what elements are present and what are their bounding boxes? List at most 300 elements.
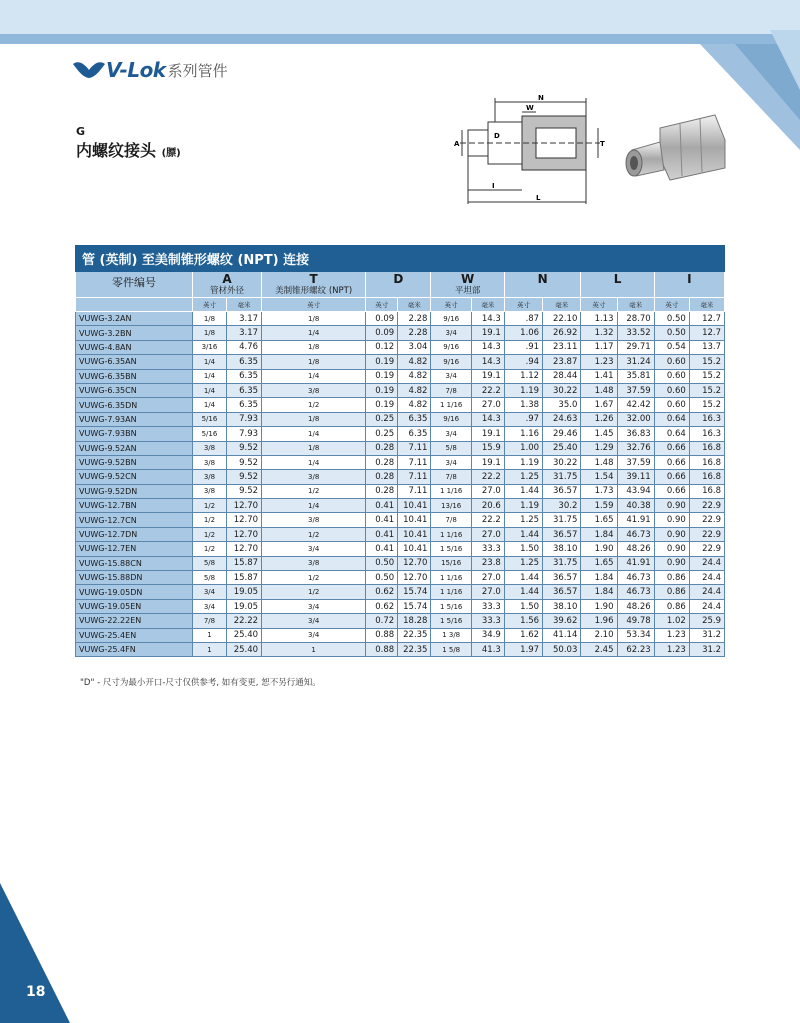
cell-n-inch: 1.44 [504, 527, 542, 541]
table-row [76, 383, 725, 397]
cell-a-inch: 3/8 [192, 441, 226, 455]
cell-w-mm: 33.3 [471, 599, 504, 613]
cell-t-npt: 1/2 [262, 585, 366, 599]
cell-a-mm: 6.35 [226, 398, 261, 412]
cell-w-mm: 14.3 [471, 312, 504, 326]
cell-n-mm: 39.62 [543, 614, 581, 628]
cell-a-mm: 7.93 [226, 412, 261, 426]
cell-n-mm: 41.14 [543, 628, 581, 642]
cell-d-mm: 7.11 [398, 470, 431, 484]
table-row [76, 369, 725, 383]
cell-t-npt: 3/8 [262, 556, 366, 570]
cell-t-npt: 1/2 [262, 484, 366, 498]
cell-n-mm: 35.0 [543, 398, 581, 412]
cell-n-inch: 1.62 [504, 628, 542, 642]
cell-d-inch: 0.19 [366, 383, 398, 397]
cell-a-inch: 3/4 [192, 585, 226, 599]
cell-l-mm: 53.34 [617, 628, 654, 642]
unit-blank [76, 298, 193, 312]
cell-d-mm: 4.82 [398, 383, 431, 397]
cell-w-mm: 19.1 [471, 455, 504, 469]
cell-n-inch: .87 [504, 312, 542, 326]
cell-a-inch: 1/2 [192, 499, 226, 513]
cell-part-number: VUWG-15.88DN [76, 571, 193, 585]
dim-label-d: D [494, 132, 500, 140]
table-row [76, 412, 725, 426]
table-row [76, 441, 725, 455]
section-subtitle: (膘) [161, 148, 181, 159]
header-d-label: D [393, 272, 404, 286]
cell-i-inch: 0.60 [654, 369, 689, 383]
cell-a-mm: 9.52 [226, 441, 261, 455]
cell-l-mm: 39.11 [617, 470, 654, 484]
cell-d-inch: 0.28 [366, 484, 398, 498]
unit-in: 英寸 [504, 298, 542, 312]
cell-i-mm: 16.3 [689, 427, 724, 441]
cell-n-inch: 1.25 [504, 470, 542, 484]
cell-a-inch: 5/16 [192, 412, 226, 426]
cell-i-inch: 0.86 [654, 599, 689, 613]
table-row [76, 571, 725, 585]
cell-a-inch: 1 [192, 642, 226, 656]
cell-a-inch: 1 [192, 628, 226, 642]
cell-l-inch: 1.29 [581, 441, 617, 455]
header-i-label: I [687, 272, 692, 286]
cell-n-mm: 36.57 [543, 585, 581, 599]
cell-l-inch: 1.84 [581, 571, 617, 585]
cell-d-inch: 0.19 [366, 369, 398, 383]
table-row [76, 585, 725, 599]
cell-w-mm: 15.9 [471, 441, 504, 455]
dim-label-i: I [492, 182, 495, 190]
cell-d-inch: 0.41 [366, 542, 398, 556]
cell-i-inch: 0.90 [654, 513, 689, 527]
cell-a-mm: 4.76 [226, 340, 261, 354]
cell-i-mm: 24.4 [689, 556, 724, 570]
cell-n-mm: 31.75 [543, 556, 581, 570]
cell-t-npt: 1/4 [262, 326, 366, 340]
cell-n-inch: 1.19 [504, 383, 542, 397]
cell-l-inch: 1.45 [581, 427, 617, 441]
header-part-number-label: 零件编号 [111, 276, 156, 289]
cell-w-inch: 9/16 [431, 355, 471, 369]
cell-i-inch: 0.86 [654, 585, 689, 599]
header-n-label: N [537, 272, 548, 286]
unit-in: 英寸 [654, 298, 689, 312]
cell-a-inch: 1/4 [192, 355, 226, 369]
cell-w-mm: 22.2 [471, 513, 504, 527]
cell-n-inch: 1.97 [504, 642, 542, 656]
cell-n-mm: 24.63 [543, 412, 581, 426]
cell-l-inch: 2.45 [581, 642, 617, 656]
cell-n-inch: 1.44 [504, 585, 542, 599]
cell-l-mm: 32.76 [617, 441, 654, 455]
cell-w-inch: 7/8 [431, 470, 471, 484]
cell-d-mm: 2.28 [398, 326, 431, 340]
cell-l-inch: 1.90 [581, 599, 617, 613]
dim-label-w: W [526, 104, 534, 112]
cell-n-inch: .94 [504, 355, 542, 369]
cell-w-inch: 13/16 [431, 499, 471, 513]
header-a-sub: 管材外径 [209, 286, 244, 296]
cell-w-mm: 33.3 [471, 542, 504, 556]
cell-d-inch: 0.41 [366, 513, 398, 527]
cell-n-inch: .97 [504, 412, 542, 426]
cell-l-mm: 48.26 [617, 542, 654, 556]
cell-w-mm: 27.0 [471, 484, 504, 498]
cell-w-inch: 3/4 [431, 455, 471, 469]
cell-a-mm: 3.17 [226, 312, 261, 326]
cell-t-npt: 1/8 [262, 340, 366, 354]
cell-t-npt: 1/2 [262, 398, 366, 412]
cell-w-inch: 3/4 [431, 427, 471, 441]
table-title: 管 (英制) 至美制锥形螺纹 (NPT) 连接 [76, 246, 725, 272]
cell-d-inch: 0.88 [366, 642, 398, 656]
cell-t-npt: 1/8 [262, 355, 366, 369]
cell-d-mm: 22.35 [398, 628, 431, 642]
cell-a-mm: 12.70 [226, 527, 261, 541]
cell-i-inch: 0.64 [654, 412, 689, 426]
cell-a-inch: 1/2 [192, 527, 226, 541]
cell-i-inch: 0.66 [654, 441, 689, 455]
cell-i-inch: 0.60 [654, 355, 689, 369]
cell-l-mm: 29.71 [617, 340, 654, 354]
table-row [76, 499, 725, 513]
cell-n-inch: 1.16 [504, 427, 542, 441]
cell-w-mm: 20.6 [471, 499, 504, 513]
cell-w-inch: 1 1/16 [431, 527, 471, 541]
unit-mm: 毫米 [471, 298, 504, 312]
cell-t-npt: 3/8 [262, 383, 366, 397]
cell-a-inch: 7/8 [192, 614, 226, 628]
table-body [76, 312, 725, 657]
cell-d-inch: 0.28 [366, 455, 398, 469]
cell-d-inch: 0.28 [366, 441, 398, 455]
cell-n-mm: 30.22 [543, 455, 581, 469]
cell-t-npt: 1/8 [262, 412, 366, 426]
cell-l-mm: 62.23 [617, 642, 654, 656]
cell-t-npt: 3/4 [262, 614, 366, 628]
cell-d-inch: 0.19 [366, 398, 398, 412]
cell-w-mm: 19.1 [471, 326, 504, 340]
cell-l-mm: 36.83 [617, 427, 654, 441]
cell-part-number: VUWG-12.7EN [76, 542, 193, 556]
cell-part-number: VUWG-3.2BN [76, 326, 193, 340]
cell-l-mm: 46.73 [617, 571, 654, 585]
cell-i-mm: 16.8 [689, 441, 724, 455]
cell-w-inch: 5/8 [431, 441, 471, 455]
cell-a-inch: 1/8 [192, 326, 226, 340]
cell-w-inch: 9/16 [431, 312, 471, 326]
cell-n-inch: 1.12 [504, 369, 542, 383]
cell-w-mm: 27.0 [471, 571, 504, 585]
cell-n-inch: 1.19 [504, 455, 542, 469]
cell-i-mm: 22.9 [689, 527, 724, 541]
cell-a-inch: 1/2 [192, 542, 226, 556]
cell-a-mm: 3.17 [226, 326, 261, 340]
header-l-label: L [613, 272, 622, 286]
cell-d-mm: 4.82 [398, 398, 431, 412]
cell-n-inch: 1.38 [504, 398, 542, 412]
cell-part-number: VUWG-15.88CN [76, 556, 193, 570]
cell-l-mm: 49.78 [617, 614, 654, 628]
table-row [76, 527, 725, 541]
cell-i-mm: 12.7 [689, 326, 724, 340]
table-row [76, 427, 725, 441]
header-t-sub: 美制锥形螺纹 (NPT) [275, 286, 353, 296]
cell-l-mm: 41.91 [617, 556, 654, 570]
cell-d-mm: 6.35 [398, 427, 431, 441]
unit-mm: 毫米 [226, 298, 261, 312]
cell-w-inch: 15/16 [431, 556, 471, 570]
table-row [76, 556, 725, 570]
cell-i-inch: 0.54 [654, 340, 689, 354]
cell-d-inch: 0.25 [366, 412, 398, 426]
table-row [76, 398, 725, 412]
cell-part-number: VUWG-6.35DN [76, 398, 193, 412]
cell-t-npt: 3/4 [262, 628, 366, 642]
dimension-table [75, 245, 725, 657]
cell-n-mm: 30.22 [543, 383, 581, 397]
cell-i-inch: 0.50 [654, 312, 689, 326]
cell-i-inch: 0.60 [654, 383, 689, 397]
cell-t-npt: 1/2 [262, 527, 366, 541]
cell-part-number: VUWG-19.05EN [76, 599, 193, 613]
cell-a-mm: 12.70 [226, 513, 261, 527]
cell-l-mm: 33.52 [617, 326, 654, 340]
cell-i-inch: 0.86 [654, 571, 689, 585]
unit-mm: 毫米 [689, 298, 724, 312]
cell-i-mm: 15.2 [689, 369, 724, 383]
table-row [76, 484, 725, 498]
cell-a-inch: 3/8 [192, 484, 226, 498]
cell-t-npt: 1/4 [262, 369, 366, 383]
cell-d-mm: 2.28 [398, 312, 431, 326]
cell-n-mm: 31.75 [543, 513, 581, 527]
cell-i-mm: 22.9 [689, 499, 724, 513]
cell-d-inch: 0.41 [366, 499, 398, 513]
cell-l-inch: 1.26 [581, 412, 617, 426]
table-row [76, 312, 725, 326]
cell-n-inch: 1.25 [504, 556, 542, 570]
unit-in: 英寸 [192, 298, 226, 312]
cell-n-mm: 31.75 [543, 470, 581, 484]
cell-l-inch: 2.10 [581, 628, 617, 642]
cell-w-mm: 41.3 [471, 642, 504, 656]
cell-d-inch: 0.88 [366, 628, 398, 642]
cell-w-mm: 34.9 [471, 628, 504, 642]
cell-d-mm: 22.35 [398, 642, 431, 656]
cell-i-mm: 24.4 [689, 585, 724, 599]
cell-d-inch: 0.50 [366, 556, 398, 570]
cell-part-number: VUWG-12.7DN [76, 527, 193, 541]
cell-w-inch: 1 1/16 [431, 585, 471, 599]
cell-d-mm: 15.74 [398, 599, 431, 613]
cell-i-inch: 0.90 [654, 499, 689, 513]
unit-mm: 毫米 [398, 298, 431, 312]
cell-n-mm: 26.92 [543, 326, 581, 340]
fitting-product-photo [620, 110, 730, 195]
cell-d-mm: 4.82 [398, 369, 431, 383]
cell-l-inch: 1.90 [581, 542, 617, 556]
cell-w-inch: 1 1/16 [431, 398, 471, 412]
cell-n-mm: 23.11 [543, 340, 581, 354]
cell-d-inch: 0.41 [366, 527, 398, 541]
cell-n-inch: 1.19 [504, 499, 542, 513]
table-row [76, 614, 725, 628]
cell-a-mm: 12.70 [226, 542, 261, 556]
cell-w-mm: 22.2 [471, 470, 504, 484]
cell-a-mm: 25.40 [226, 642, 261, 656]
cell-n-mm: 38.10 [543, 599, 581, 613]
cell-t-npt: 1/4 [262, 427, 366, 441]
cell-i-mm: 13.7 [689, 340, 724, 354]
cell-l-inch: 1.41 [581, 369, 617, 383]
cell-l-inch: 1.48 [581, 455, 617, 469]
cell-t-npt: 3/4 [262, 599, 366, 613]
header-t [262, 272, 366, 298]
cell-l-inch: 1.84 [581, 585, 617, 599]
cell-l-mm: 41.91 [617, 513, 654, 527]
cell-i-mm: 16.3 [689, 412, 724, 426]
cell-i-mm: 31.2 [689, 628, 724, 642]
section-title [76, 138, 181, 161]
header-n [504, 272, 581, 298]
cell-w-mm: 33.3 [471, 614, 504, 628]
cell-w-inch: 1 1/16 [431, 484, 471, 498]
cell-i-mm: 16.8 [689, 470, 724, 484]
unit-in: 英寸 [431, 298, 471, 312]
cell-w-mm: 27.0 [471, 398, 504, 412]
cell-d-mm: 7.11 [398, 455, 431, 469]
cell-i-inch: 1.23 [654, 642, 689, 656]
cell-part-number: VUWG-4.8AN [76, 340, 193, 354]
cell-d-mm: 4.82 [398, 355, 431, 369]
cell-n-inch: 1.00 [504, 441, 542, 455]
cell-a-inch: 5/8 [192, 571, 226, 585]
cell-t-npt: 3/4 [262, 542, 366, 556]
cell-a-mm: 19.05 [226, 585, 261, 599]
cell-i-mm: 24.4 [689, 599, 724, 613]
cell-a-mm: 9.52 [226, 470, 261, 484]
cell-part-number: VUWG-7.93AN [76, 412, 193, 426]
cell-n-inch: 1.50 [504, 599, 542, 613]
cell-t-npt: 1/4 [262, 455, 366, 469]
table-row [76, 326, 725, 340]
cell-part-number: VUWG-9.52BN [76, 455, 193, 469]
cell-a-inch: 1/4 [192, 383, 226, 397]
cell-w-mm: 19.1 [471, 427, 504, 441]
cell-i-mm: 16.8 [689, 484, 724, 498]
cell-n-inch: 1.44 [504, 484, 542, 498]
cell-l-inch: 1.13 [581, 312, 617, 326]
cell-d-inch: 0.62 [366, 585, 398, 599]
unit-mm: 毫米 [543, 298, 581, 312]
cell-i-inch: 1.23 [654, 628, 689, 642]
cell-d-inch: 0.19 [366, 355, 398, 369]
cell-d-inch: 0.09 [366, 326, 398, 340]
cell-l-inch: 1.84 [581, 527, 617, 541]
cell-i-mm: 22.9 [689, 513, 724, 527]
cell-t-npt: 3/8 [262, 470, 366, 484]
cell-w-inch: 9/16 [431, 340, 471, 354]
cell-d-mm: 10.41 [398, 513, 431, 527]
cell-l-mm: 42.42 [617, 398, 654, 412]
cell-part-number: VUWG-9.52DN [76, 484, 193, 498]
cell-l-inch: 1.65 [581, 556, 617, 570]
cell-w-inch: 1 3/8 [431, 628, 471, 642]
header-i [654, 272, 724, 298]
cell-a-mm: 22.22 [226, 614, 261, 628]
cell-l-inch: 1.73 [581, 484, 617, 498]
unit-in: 英寸 [581, 298, 617, 312]
cell-l-inch: 1.32 [581, 326, 617, 340]
page-corner-decoration [0, 883, 70, 1023]
header-t-label: T [309, 272, 318, 286]
cell-n-mm: 25.40 [543, 441, 581, 455]
cell-w-inch: 3/4 [431, 369, 471, 383]
table-row [76, 340, 725, 354]
cell-l-inch: 1.23 [581, 355, 617, 369]
cell-w-inch: 3/4 [431, 326, 471, 340]
cell-n-mm: 38.10 [543, 542, 581, 556]
table-row [76, 628, 725, 642]
cell-d-mm: 18.28 [398, 614, 431, 628]
cell-i-mm: 24.4 [689, 571, 724, 585]
header-a [192, 272, 261, 298]
table-row [76, 642, 725, 656]
cell-w-mm: 27.0 [471, 527, 504, 541]
cell-t-npt: 1/8 [262, 441, 366, 455]
cell-part-number: VUWG-22.22EN [76, 614, 193, 628]
section-letter: G [76, 125, 86, 138]
cell-i-mm: 31.2 [689, 642, 724, 656]
cell-w-inch: 1 5/16 [431, 614, 471, 628]
cell-a-inch: 5/8 [192, 556, 226, 570]
cell-n-inch: 1.50 [504, 542, 542, 556]
cell-d-mm: 10.41 [398, 499, 431, 513]
cell-i-mm: 25.9 [689, 614, 724, 628]
brand-name: V-Lok [106, 58, 166, 82]
cell-d-mm: 7.11 [398, 484, 431, 498]
cell-i-inch: 0.66 [654, 455, 689, 469]
cell-l-mm: 43.94 [617, 484, 654, 498]
cell-t-npt: 1/4 [262, 499, 366, 513]
cell-i-inch: 0.90 [654, 542, 689, 556]
cell-d-inch: 0.72 [366, 614, 398, 628]
cell-n-inch: 1.06 [504, 326, 542, 340]
cell-l-inch: 1.17 [581, 340, 617, 354]
unit-mm: 毫米 [617, 298, 654, 312]
cell-n-mm: 23.87 [543, 355, 581, 369]
header-part-number [76, 272, 193, 298]
cell-part-number: VUWG-12.7CN [76, 513, 193, 527]
cell-a-inch: 1/2 [192, 513, 226, 527]
cell-a-mm: 6.35 [226, 355, 261, 369]
cell-l-inch: 1.54 [581, 470, 617, 484]
cell-w-mm: 27.0 [471, 585, 504, 599]
cell-d-mm: 12.70 [398, 571, 431, 585]
cell-part-number: VUWG-7.93BN [76, 427, 193, 441]
page-number: 18 [26, 984, 46, 1000]
cell-a-mm: 7.93 [226, 427, 261, 441]
cell-d-inch: 0.12 [366, 340, 398, 354]
cell-i-inch: 0.66 [654, 470, 689, 484]
cell-a-mm: 12.70 [226, 499, 261, 513]
cell-w-inch: 1 1/16 [431, 571, 471, 585]
cell-i-inch: 0.66 [654, 484, 689, 498]
cell-a-inch: 3/8 [192, 455, 226, 469]
